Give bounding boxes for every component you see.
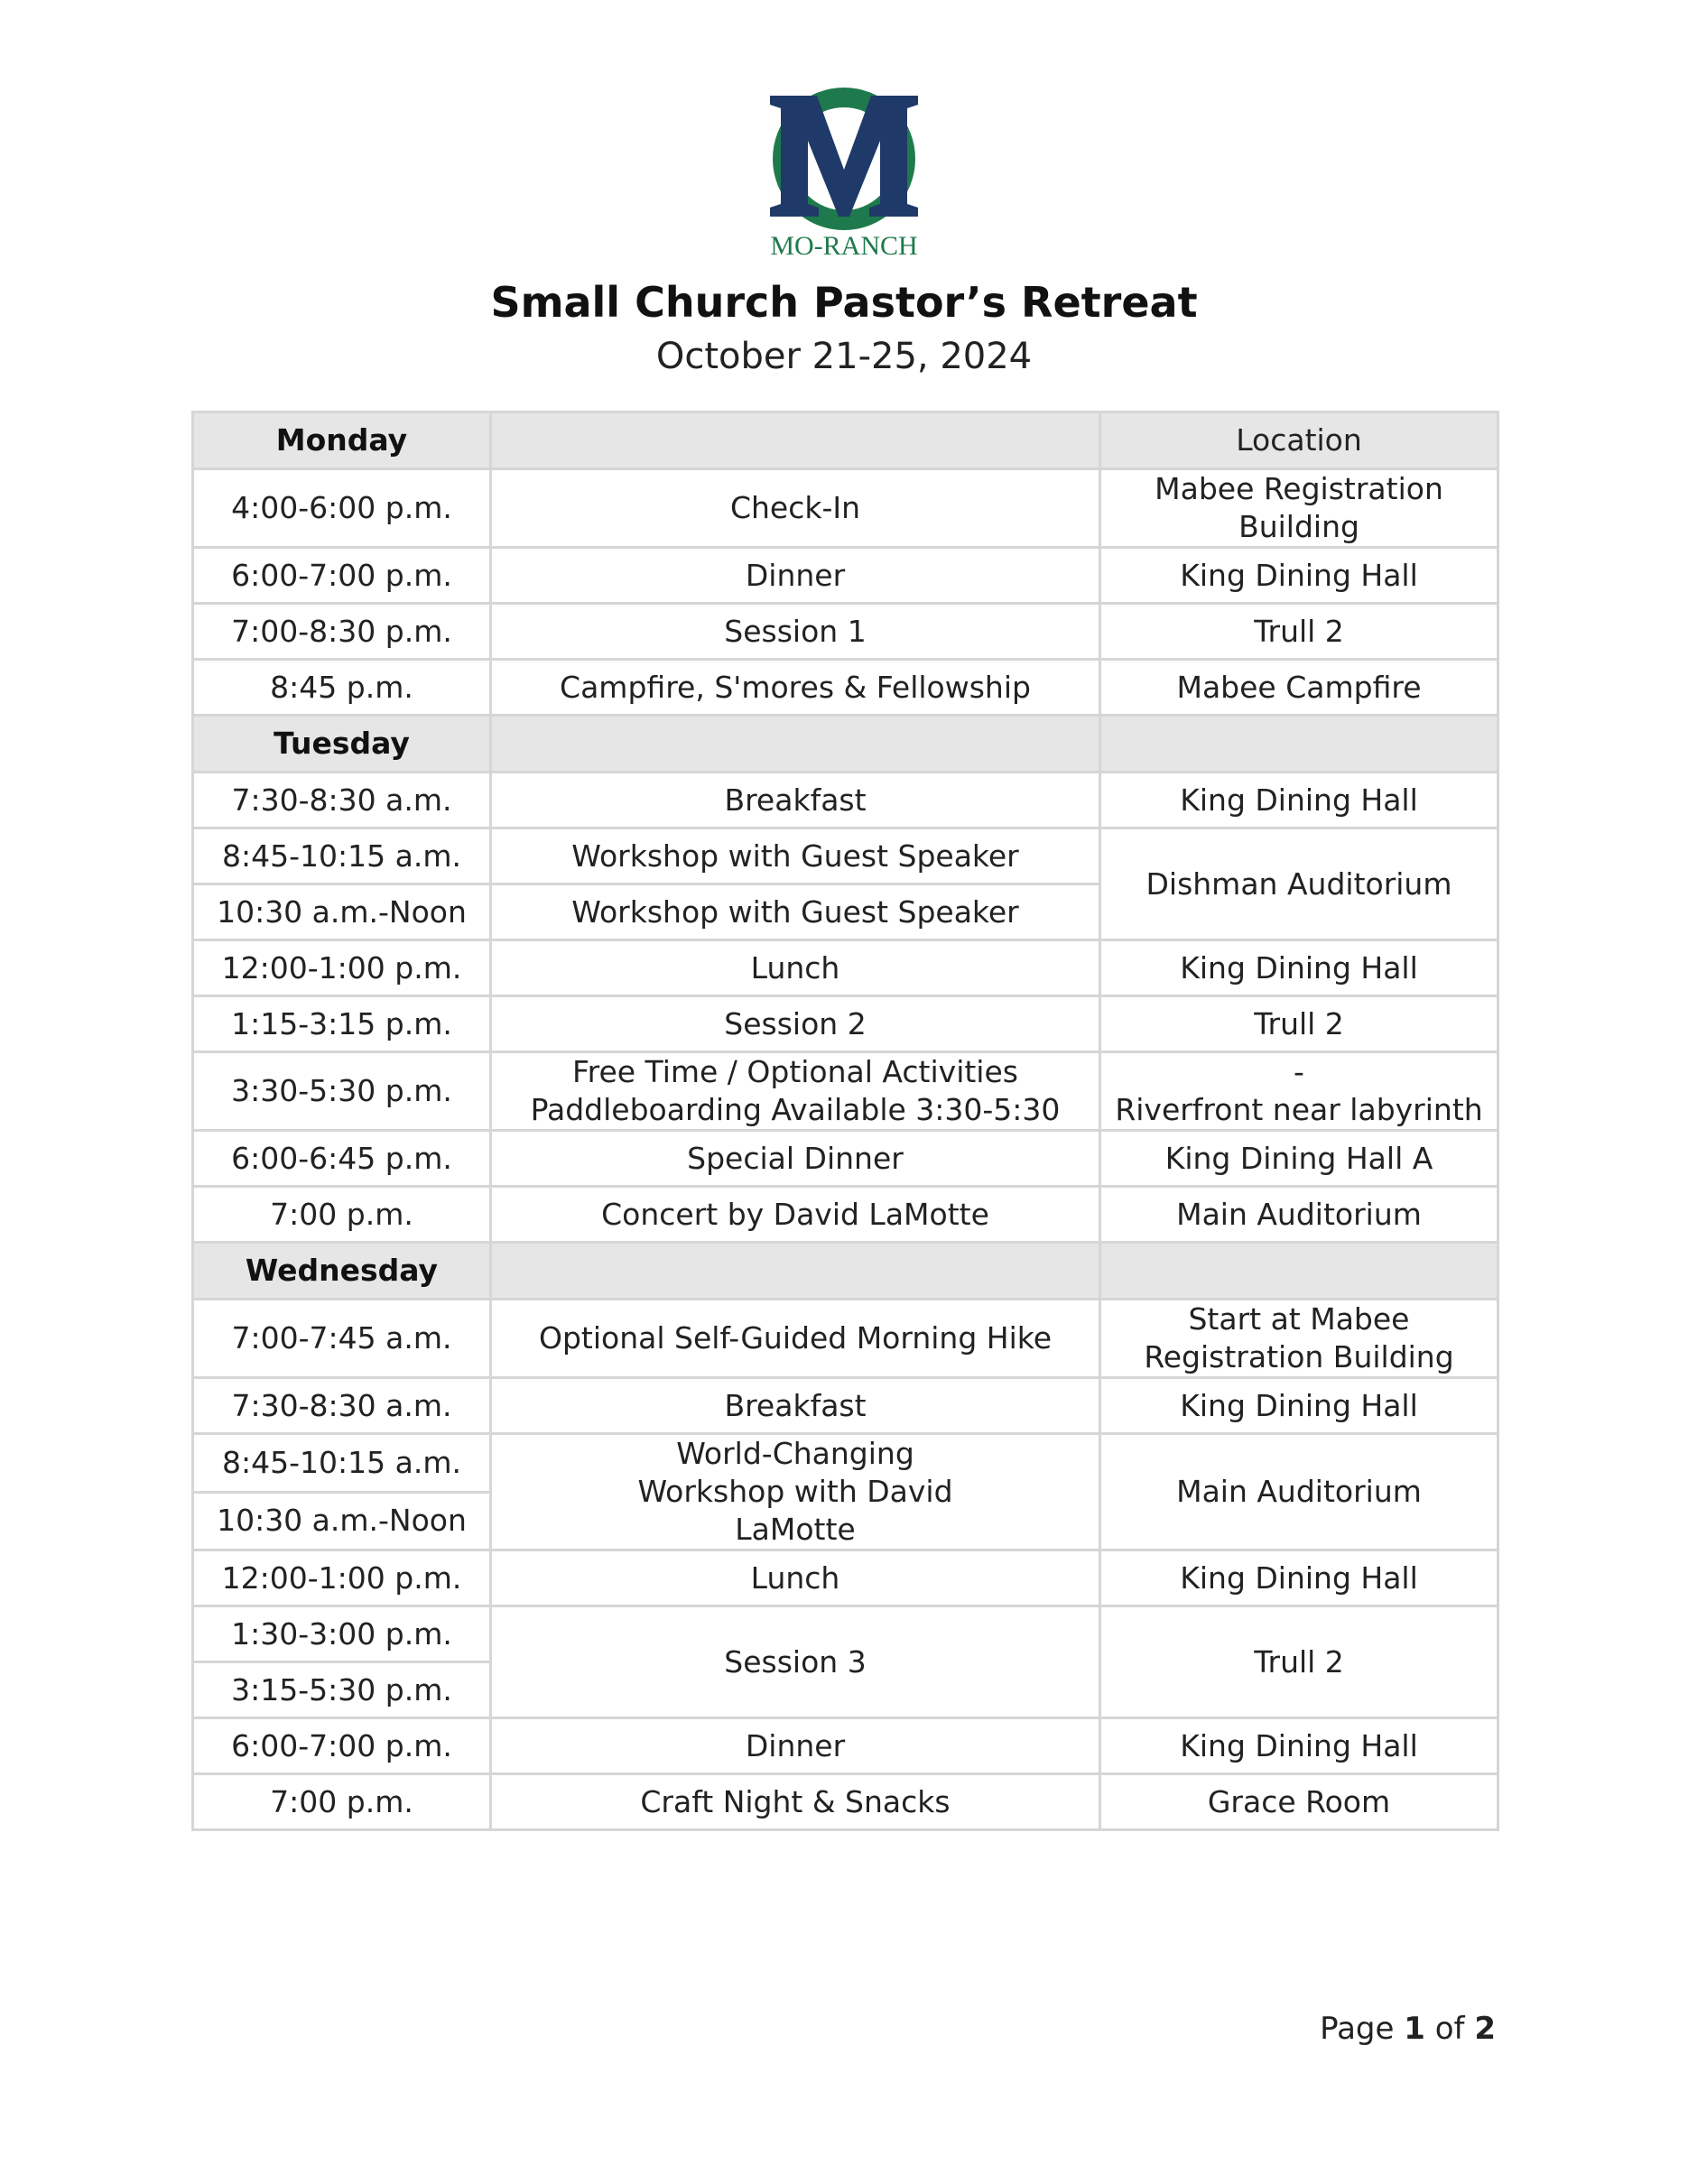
event-cell: Craft Night & Snacks <box>491 1774 1100 1830</box>
time-cell: 10:30 a.m.-Noon <box>193 884 491 940</box>
location-cell <box>1100 1052 1498 1131</box>
location-cell: King Dining Hall <box>1100 548 1498 604</box>
time-cell: 8:45 p.m. <box>193 660 491 716</box>
location-cell: Dishman Auditorium <box>1100 828 1498 940</box>
event-cell: Session 1 <box>491 604 1100 660</box>
time-cell: 7:00-8:30 p.m. <box>193 604 491 660</box>
location-cell: King Dining Hall <box>1100 940 1498 996</box>
time-cell: 12:00-1:00 p.m. <box>193 940 491 996</box>
event-cell: Lunch <box>491 940 1100 996</box>
time-cell: 12:00-1:00 p.m. <box>193 1550 491 1606</box>
event-line: Paddleboarding Available 3:30-5:30 <box>530 1092 1061 1127</box>
time-cell: 8:45-10:15 a.m. <box>193 1434 491 1493</box>
table-row <box>193 1131 1498 1187</box>
table-row <box>193 1774 1498 1830</box>
empty-cell <box>491 412 1100 469</box>
location-cell: King Dining Hall <box>1100 1718 1498 1774</box>
table-row <box>193 469 1498 548</box>
day-name: Monday <box>193 412 491 469</box>
logo-m-letter <box>770 96 918 217</box>
time-cell: 7:30-8:30 a.m. <box>193 773 491 828</box>
location-cell: Trull 2 <box>1100 996 1498 1052</box>
location-cell: King Dining Hall <box>1100 1550 1498 1606</box>
table-row <box>193 1718 1498 1774</box>
location-cell: King Dining Hall <box>1100 773 1498 828</box>
table-row <box>193 1550 1498 1606</box>
page-total: 2 <box>1474 2011 1496 2047</box>
event-cell: Breakfast <box>491 773 1100 828</box>
of-word: of <box>1434 2011 1465 2047</box>
event-cell: Campfire, S'mores & Fellowship <box>491 660 1100 716</box>
table-row <box>193 1378 1498 1434</box>
location-cell: King Dining Hall A <box>1100 1131 1498 1187</box>
location-header: Location <box>1100 412 1498 469</box>
event-cell: Dinner <box>491 548 1100 604</box>
empty-cell <box>491 716 1100 773</box>
table-row <box>193 1300 1498 1378</box>
event-cell: Dinner <box>491 1718 1100 1774</box>
table-row <box>193 660 1498 716</box>
location-cell: Main Auditorium <box>1100 1434 1498 1550</box>
event-line: Free Time / Optional Activities <box>572 1054 1018 1089</box>
event-cell: Workshop with Guest Speaker <box>491 884 1100 940</box>
empty-cell <box>1100 1243 1498 1300</box>
time-cell: 4:00-6:00 p.m. <box>193 469 491 548</box>
event-cell: Session 3 <box>491 1606 1100 1718</box>
location-cell: Main Auditorium <box>1100 1187 1498 1243</box>
table-row <box>193 773 1498 828</box>
location-cell: Mabee Campfire <box>1100 660 1498 716</box>
event-cell: Concert by David LaMotte <box>491 1187 1100 1243</box>
time-cell: 8:45-10:15 a.m. <box>193 828 491 884</box>
event-cell: Session 2 <box>491 996 1100 1052</box>
table-row <box>193 1606 1498 1662</box>
time-cell: 7:30-8:30 a.m. <box>193 1378 491 1434</box>
time-cell: 7:00-7:45 a.m. <box>193 1300 491 1378</box>
event-cell: Check-In <box>491 469 1100 548</box>
time-cell: 7:00 p.m. <box>193 1774 491 1830</box>
mo-ranch-logo <box>763 83 925 264</box>
table-row <box>193 1434 1498 1493</box>
time-cell: 3:30-5:30 p.m. <box>193 1052 491 1131</box>
event-cell: Breakfast <box>491 1378 1100 1434</box>
event-cell: Special Dinner <box>491 1131 1100 1187</box>
event-dates: October 21-25, 2024 <box>655 336 1033 377</box>
table-row <box>193 1187 1498 1243</box>
page-title: Small Church Pastor’s Retreat <box>490 278 1198 327</box>
time-cell: 3:15-5:30 p.m. <box>193 1662 491 1718</box>
location-line: - <box>1294 1054 1304 1089</box>
table-row <box>193 996 1498 1052</box>
location-cell: King Dining Hall <box>1100 1378 1498 1434</box>
page-word: Page <box>1320 2011 1395 2047</box>
table-row <box>193 604 1498 660</box>
table-row <box>193 828 1498 884</box>
location-line: Riverfront near labyrinth <box>1115 1092 1483 1127</box>
empty-cell <box>491 1243 1100 1300</box>
location-cell: Start at Mabee Registration Building <box>1100 1300 1498 1378</box>
day-header-row <box>193 412 1498 469</box>
time-cell: 1:30-3:00 p.m. <box>193 1606 491 1662</box>
logo-wordmark: MO-RANCH <box>770 231 918 261</box>
page-number <box>1320 2011 1496 2047</box>
location-cell: Mabee Registration Building <box>1100 469 1498 548</box>
schedule-table <box>191 411 1499 1831</box>
day-header-row <box>193 716 1498 773</box>
location-cell: Grace Room <box>1100 1774 1498 1830</box>
time-cell: 6:00-7:00 p.m. <box>193 548 491 604</box>
table-row <box>193 1052 1498 1131</box>
event-cell: Workshop with Guest Speaker <box>491 828 1100 884</box>
event-cell <box>491 1052 1100 1131</box>
location-cell: Trull 2 <box>1100 604 1498 660</box>
table-row <box>193 548 1498 604</box>
event-cell: World-Changing Workshop with David LaMotte <box>491 1434 1100 1550</box>
time-cell: 10:30 a.m.-Noon <box>193 1492 491 1550</box>
day-name: Wednesday <box>193 1243 491 1300</box>
time-cell: 7:00 p.m. <box>193 1187 491 1243</box>
time-cell: 6:00-6:45 p.m. <box>193 1131 491 1187</box>
day-header-row <box>193 1243 1498 1300</box>
event-cell: Optional Self-Guided Morning Hike <box>491 1300 1100 1378</box>
time-cell: 6:00-7:00 p.m. <box>193 1718 491 1774</box>
page-current: 1 <box>1404 2011 1425 2047</box>
event-cell: Lunch <box>491 1550 1100 1606</box>
table-row <box>193 940 1498 996</box>
location-cell: Trull 2 <box>1100 1606 1498 1718</box>
time-cell: 1:15-3:15 p.m. <box>193 996 491 1052</box>
empty-cell <box>1100 716 1498 773</box>
day-name: Tuesday <box>193 716 491 773</box>
